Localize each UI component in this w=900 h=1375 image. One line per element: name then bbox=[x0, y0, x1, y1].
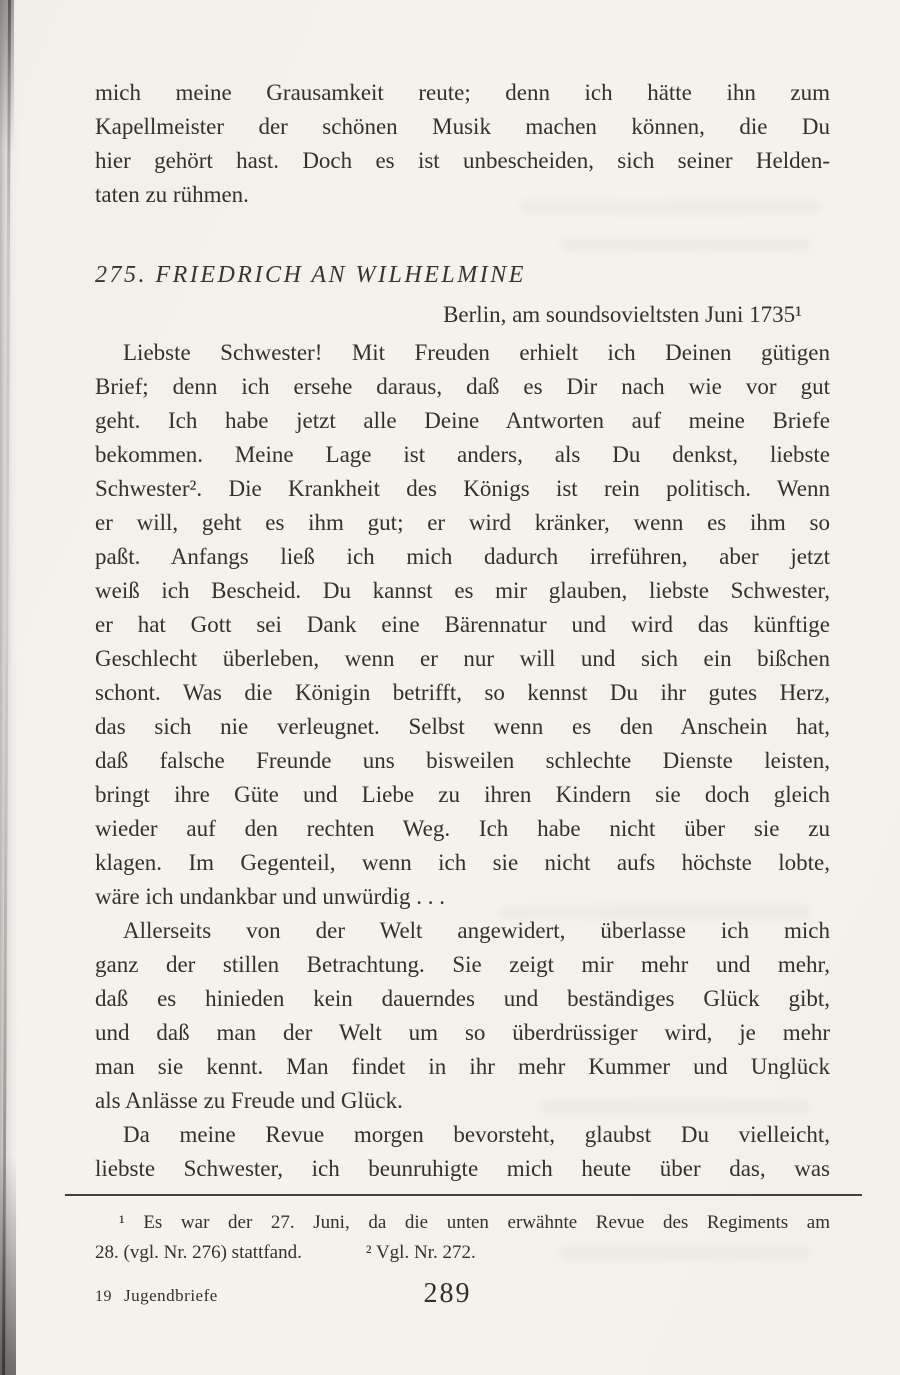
footnote-line-1: ¹ Es war der 27. Juni, da die unten erwähnte Revue des Regiments am bbox=[119, 1212, 830, 1233]
text-line: taten zu rühmen. bbox=[95, 182, 249, 207]
text-line: liebste Schwester, ich beunruhigte mich heute über das, was bbox=[95, 1156, 830, 1181]
text-line: mich meine Grausamkeit reute; denn ich hätte ihn zum bbox=[95, 80, 830, 105]
letter-dateline: Berlin, am soundsovieltsten Juni 1735¹ bbox=[443, 302, 802, 327]
footnote-2-continuation: 28. (vgl. Nr. 276) stattfand. bbox=[95, 1242, 302, 1263]
text-line: Liebste Schwester! Mit Freuden erhielt ich Deinen gütigen bbox=[123, 340, 830, 365]
scan-edge-shadow-bottom bbox=[0, 1155, 16, 1375]
text-line: bringt ihre Güte und Liebe zu ihren Kindern sie doch gleich bbox=[95, 782, 830, 807]
text-line: schont. Was die Königin betrifft, so kennst Du ihr gutes Herz, bbox=[95, 680, 830, 705]
text-column bbox=[95, 76, 830, 1268]
text-line: das sich nie verleugnet. Selbst wenn es den Anschein hat, bbox=[95, 714, 830, 739]
text-line: Allerseits von der Welt angewidert, überlasse ich mich bbox=[123, 918, 830, 943]
text-line: hier gehört hast. Doch es ist unbescheiden, sich seiner Helden- bbox=[95, 148, 830, 173]
text-line: Geschlecht überleben, wenn er nur will und sich ein bißchen bbox=[95, 646, 830, 671]
footnote-separator-rule bbox=[65, 1194, 862, 1196]
text-line: paßt. Anfangs ließ ich mich dadurch irreführen, aber jetzt bbox=[95, 544, 830, 569]
text-line: Kapellmeister der schönen Musik machen können, die Du bbox=[95, 114, 830, 139]
text-line: geht. Ich habe jetzt alle Deine Antworten auf meine Briefe bbox=[95, 408, 830, 433]
text-line: er will, geht es ihm gut; er wird kränker, wenn es ihm so bbox=[95, 510, 830, 535]
text-line: weiß ich Bescheid. Du kannst es mir glauben, liebste Schwester, bbox=[95, 578, 830, 603]
text-line: bekommen. Meine Lage ist anders, als Du denkst, liebste bbox=[95, 442, 830, 467]
signature-number: 19 bbox=[95, 1288, 112, 1305]
text-line: er hat Gott sei Dank eine Bärennatur und wird das künftige bbox=[95, 612, 830, 637]
text-line: daß es hinieden kein dauerndes und beständiges Glück gibt, bbox=[95, 986, 830, 1011]
footnote-line-2 bbox=[95, 1238, 830, 1268]
paragraph-continuation bbox=[95, 76, 830, 212]
text-line: klagen. Im Gegenteil, wenn ich sie nicht aufs höchste lobte, bbox=[95, 850, 830, 875]
letter-paragraph-1 bbox=[95, 336, 830, 914]
text-line: man sie kennt. Man findet in ihr mehr Kummer und Unglück bbox=[95, 1054, 830, 1079]
footnote-block bbox=[95, 1208, 830, 1268]
series-title: Jugendbriefe bbox=[124, 1286, 218, 1305]
letter-heading: 275. FRIEDRICH AN WILHELMINE bbox=[95, 262, 526, 288]
footnote-2-reference: ² Vgl. Nr. 272. bbox=[365, 1242, 476, 1263]
text-line: Da meine Revue morgen bevorsteht, glaubst Du vielleicht, bbox=[123, 1122, 830, 1147]
letter-paragraph-3 bbox=[95, 1118, 830, 1186]
page-number: 289 bbox=[423, 1278, 472, 1309]
text-line: als Anlässe zu Freude und Glück. bbox=[95, 1088, 403, 1113]
scan-edge-shadow-top bbox=[0, 0, 14, 150]
text-line: Schwester². Die Krankheit des Königs ist rein politisch. Wenn bbox=[95, 476, 830, 501]
text-line: und daß man der Welt um so überdrüssiger wird, je mehr bbox=[95, 1020, 830, 1045]
letter-paragraph-2 bbox=[95, 914, 830, 1118]
text-line: daß falsche Freunde uns bisweilen schlechte Dienste leisten, bbox=[95, 748, 830, 773]
text-line: wäre ich undankbar und unwürdig . . . bbox=[95, 884, 446, 909]
text-line: wieder auf den rechten Weg. Ich habe nicht über sie zu bbox=[95, 816, 830, 841]
page-footer bbox=[95, 1278, 830, 1318]
text-line: Brief; denn ich ersehe daraus, daß es Dir nach wie vor gut bbox=[95, 374, 830, 399]
text-line: ganz der stillen Betrachtung. Sie zeigt mir mehr und mehr, bbox=[95, 952, 830, 977]
